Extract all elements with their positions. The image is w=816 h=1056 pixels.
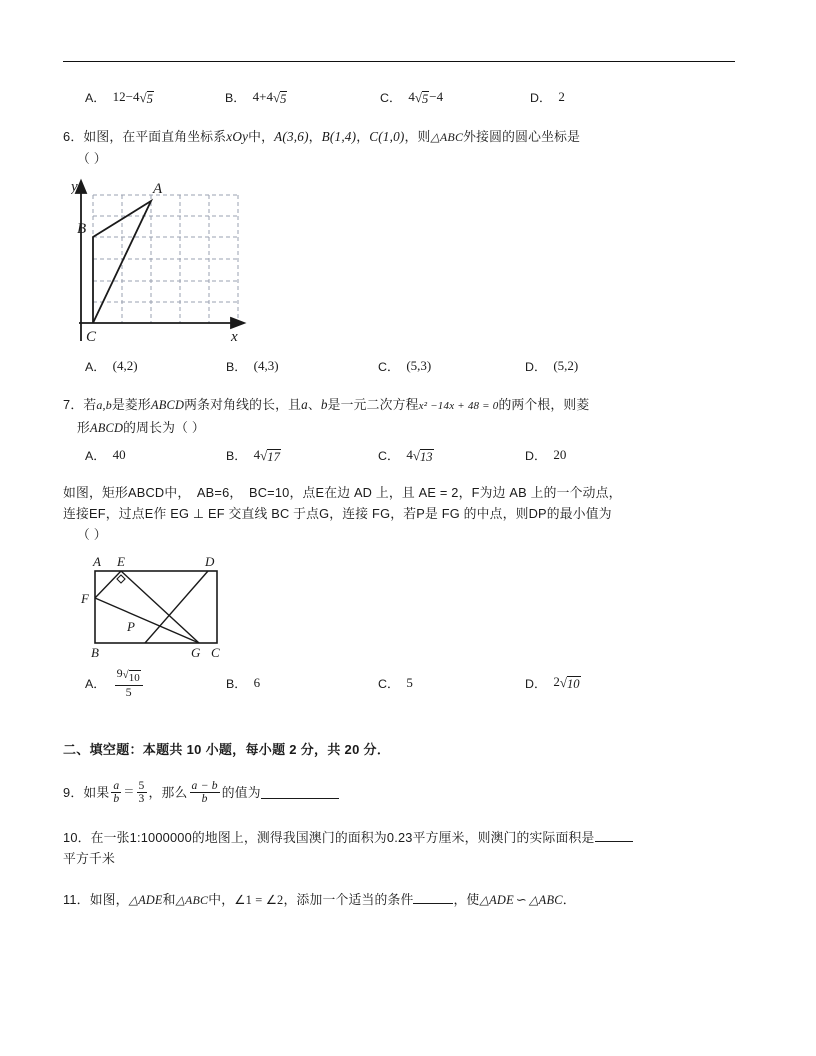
q8-label-g: G	[191, 645, 201, 659]
q7-quad-abcd: ABCD	[150, 398, 185, 412]
q9-text-2: ，那么	[148, 784, 188, 800]
q6-option-d[interactable]	[525, 357, 578, 375]
q8-label-b: B	[91, 645, 99, 659]
q8-options-row	[63, 667, 753, 699]
q5-option-a-value: 12−4 √ 5	[112, 88, 153, 106]
q11-triangle-ade-1: △ADE	[128, 892, 163, 907]
q6-number: 6．	[63, 129, 84, 144]
q8-segments	[95, 571, 208, 643]
q7-line2-a: 形	[77, 420, 90, 435]
q11-triangle-abc-2: △ABC	[528, 892, 563, 907]
q8-option-b-label: B．	[226, 676, 247, 691]
q10-stem-line-1	[63, 827, 753, 848]
q6-stem-line-1	[63, 126, 753, 148]
q7-option-c-label: C．	[378, 449, 400, 463]
q5-option-b-value: 4+4 √ 5	[252, 88, 287, 106]
q7-option-b[interactable]	[226, 446, 378, 464]
q9-fraction-a-over-b: $\frac{a}{b}$	[113, 778, 120, 805]
q5-option-d-label: D．	[530, 91, 552, 105]
axes	[76, 181, 244, 341]
q9-fraction-a-minus-b-over-b: $\frac{a - b}{b}$	[191, 778, 218, 805]
q7-text-c: 两条对角线的长，且	[184, 397, 302, 412]
triangle-abc-path	[93, 201, 151, 323]
q7-line2-b: 的周长为（ ）	[123, 420, 205, 435]
q5-options-row	[63, 88, 753, 106]
q6-option-b-label: B．	[226, 360, 247, 374]
q8-option-c[interactable]	[378, 674, 525, 692]
q6-label-x-axis: x	[231, 329, 238, 345]
q11-text-5: ，使	[453, 891, 480, 907]
q5-option-b[interactable]	[225, 88, 380, 106]
q6-text-1: 如图，在平面直角坐标系	[83, 129, 227, 144]
q11-text-4: ，添加一个适当的条件	[283, 891, 414, 907]
q6-option-b[interactable]	[226, 357, 378, 375]
q5-option-a-label: A．	[85, 91, 106, 105]
q7-text-d: 、	[307, 397, 321, 412]
q7-stem-line-2	[63, 417, 753, 439]
q6-option-a[interactable]	[85, 357, 226, 375]
q7-line2-quad: ABCD	[90, 421, 124, 435]
q6-point-a: A(3,6)	[274, 129, 309, 144]
q7-text-b: 是菱形	[111, 397, 151, 412]
q7-text-a: 若	[83, 397, 97, 412]
q6-sep-1: ，	[308, 129, 322, 144]
q8-stem-line-1: 如图，矩形ABCD中， AB=6， BC=10，点E在边 AD 上，且 AE = 2，F为边 AB 上的一个动点，	[63, 485, 622, 500]
q6-label-c: C	[86, 329, 97, 345]
q7-option-b-value: 4 √ 17	[253, 446, 280, 464]
q8-option-c-label: C．	[378, 676, 400, 691]
q6-label-b: B	[77, 221, 87, 237]
q5-option-c-label: C．	[380, 91, 402, 105]
q6-sep-3: ，则	[404, 129, 431, 144]
q11-stem	[63, 889, 753, 911]
q8-stem-line-2: 连接EF，过点E作 EG ⊥ EF 交直线 BC 于点G，连接 FG，若P是 FG 的中点，则DP的最小值为	[63, 506, 612, 521]
q7-text-e: 是一元二次方程	[327, 397, 419, 412]
q5-option-c-value: 4 √ 5 −4	[408, 88, 444, 106]
q5-option-c[interactable]	[380, 88, 530, 106]
q6-var-xoy: xOy	[226, 129, 249, 144]
document-content	[63, 78, 753, 911]
q11-triangle-ade-2: △ADE	[479, 892, 514, 907]
q8-label-f: F	[81, 591, 89, 606]
q6-option-a-value: (4,2)	[112, 358, 138, 373]
q5-option-d-value: 2	[558, 89, 565, 104]
q6-option-c[interactable]	[378, 357, 525, 375]
q11-text-6: ．	[562, 891, 576, 907]
q8-option-b-value: 6	[253, 674, 261, 690]
q6-point-b: B(1,4)	[321, 129, 357, 144]
q7-option-d-label: D．	[525, 449, 547, 463]
q7-option-d-value: 20	[553, 447, 567, 462]
q6-option-c-label: C．	[378, 360, 400, 374]
grid-lines	[93, 195, 238, 323]
q10-text-1: 在一张1:1000000的地图上，测得我国澳门的面积为0.23平方厘米，则澳门的实际面积是	[90, 829, 595, 845]
q11-text-3: 中，	[208, 891, 235, 907]
q5-option-a[interactable]	[85, 88, 225, 106]
q6-sep-2: ，	[356, 129, 370, 144]
q6-answer-paren: （ ）	[77, 151, 107, 166]
q11-text-1: 如图，	[89, 891, 129, 907]
q8-option-b[interactable]	[226, 674, 378, 692]
q9-text-3: 的值为	[221, 784, 261, 800]
q7-options-row	[63, 446, 753, 464]
q9-text-1: 如果	[83, 784, 110, 800]
q9-stem	[63, 780, 753, 805]
q11-number: 11．	[63, 891, 90, 907]
q9-number: 9．	[63, 784, 84, 800]
q6-label-a: A	[153, 181, 163, 197]
q8-rectangle-svg	[77, 551, 242, 659]
q8-label-e: E	[117, 554, 125, 569]
header-rule	[63, 61, 735, 62]
q7-text-f: 的两个根，则菱	[498, 397, 590, 412]
q11-text-2: 和	[162, 891, 176, 907]
q6-figure	[63, 173, 753, 351]
q8-option-d-label: D．	[525, 676, 547, 691]
q6-option-d-label: D．	[525, 360, 547, 374]
q7-var-b: b	[320, 397, 328, 412]
q10-answer-blank[interactable]	[595, 829, 633, 842]
q6-options-row	[63, 357, 753, 375]
q7-option-a-value: 40	[112, 447, 126, 462]
q11-similar-symbol: ∽	[515, 891, 527, 907]
q7-equation: x² −14x + 48 = 0	[418, 400, 499, 412]
right-angle-mark-icon	[117, 575, 125, 583]
q8-option-a-value: 9 √ 10 5	[115, 667, 143, 699]
q6-text-2: 中，	[248, 129, 275, 144]
q7-vars-ab: a,b	[96, 398, 112, 412]
q5-option-b-label: B．	[225, 91, 246, 105]
q7-stem-line-1	[63, 394, 753, 417]
q8-option-a[interactable]	[85, 667, 226, 699]
q6-coordinate-plane-svg	[71, 173, 251, 351]
q6-option-d-value: (5,2)	[553, 358, 579, 373]
q5-option-d[interactable]	[530, 88, 565, 106]
q7-var-a: a	[301, 397, 308, 412]
q6-option-b-value: (4,3)	[253, 358, 279, 373]
q7-option-c[interactable]	[378, 446, 525, 464]
q6-option-a-label: A．	[85, 360, 106, 374]
q6-label-y-axis: y	[71, 179, 78, 195]
q11-angles: ∠1 = ∠2	[234, 892, 284, 907]
q11-answer-blank[interactable]	[413, 891, 453, 904]
q7-option-b-label: B．	[226, 449, 247, 463]
q8-option-c-value: 5	[406, 674, 413, 690]
q8-option-d-value: 2 √ 10	[553, 674, 580, 692]
q8-label-d: D	[205, 554, 215, 569]
q8-option-a-label: A．	[85, 676, 106, 691]
q6-option-c-value: (5,3)	[406, 358, 432, 373]
q7-option-a[interactable]	[85, 446, 226, 464]
q11-triangle-abc-1: △ABC	[175, 892, 209, 907]
q9-answer-blank[interactable]	[261, 786, 339, 799]
q8-option-d[interactable]	[525, 674, 581, 692]
q6-stem-line-2	[63, 148, 753, 169]
q8-label-p: P	[127, 619, 135, 634]
q10-stem-line-2: 平方千米	[63, 850, 115, 866]
q7-number: 7．	[63, 397, 84, 412]
q9-equals: ＝	[123, 785, 135, 798]
q6-text-3: 外接圆的圆心坐标是	[463, 129, 581, 144]
q6-triangle-abc: △ABC	[430, 130, 464, 144]
q7-option-a-label: A．	[85, 449, 106, 463]
q8-label-a: A	[93, 554, 101, 569]
q8-figure	[63, 551, 753, 659]
q6-point-c: C(1,0)	[369, 129, 405, 144]
section-2-heading: 二、填空题：本题共 10 小题，每小题 2 分，共 20 分．	[63, 741, 391, 757]
q10-number: 10．	[63, 829, 91, 845]
q8-label-c: C	[211, 645, 220, 659]
q8-stem-line-3: （ ）	[77, 527, 107, 542]
q9-fraction-5-over-3: $\frac{5}{3}$	[138, 778, 145, 805]
q7-option-d[interactable]	[525, 446, 566, 464]
q7-option-c-value: 4 √ 13	[406, 446, 433, 464]
